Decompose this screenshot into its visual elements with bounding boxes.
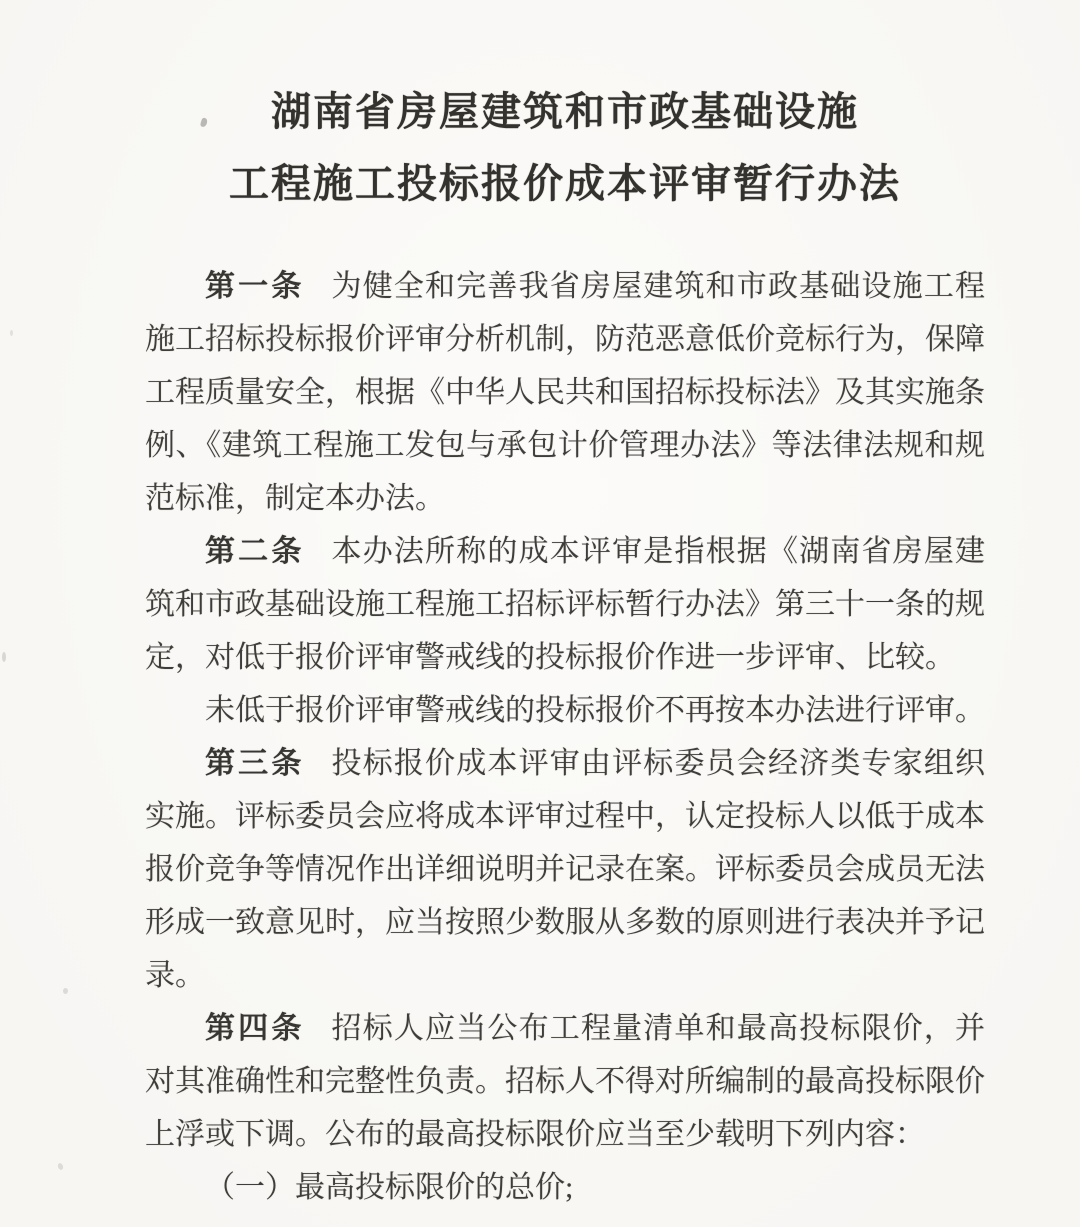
paragraph-article-3 [145,737,985,1002]
document-title [145,76,985,220]
paragraph-article-2 [145,525,985,684]
article-2b-text: 未低于报价评审警戒线的投标报价不再按本办法进行评审。 [205,694,985,727]
article-2-label: 第二条 [205,535,305,568]
paragraph-article-4 [145,1002,985,1161]
paragraph-list-item-1 [145,1161,985,1214]
scan-artifact [2,652,6,662]
document-body [145,260,985,1214]
article-4-text: 招标人应当公布工程量清单和最高投标限价，并对其准确性和完整性负责。招标人不得对所编制的最高投标限价上浮或下调。公布的最高投标限价应当至少载明下列内容： [145,1012,986,1151]
article-2-text: 本办法所称的成本评审是指根据《湖南省房屋建筑和市政基础设施工程施工招标评标暂行办法》第三十一条的规定，对低于报价评审警戒线的投标报价作进一步评审、比较。 [145,535,986,674]
list-item-1-text: （一）最高投标限价的总价; [205,1171,574,1204]
paragraph-article-2-continuation [145,684,985,737]
paragraph-article-1 [145,260,985,525]
article-4-label: 第四条 [205,1012,305,1045]
article-3-text: 投标报价成本评审由评标委员会经济类专家组织实施。评标委员会应将成本评审过程中，认定投标人以低于成本报价竞争等情况作出详细说明并记录在案。评标委员会成员无法形成一致意见时，应当按照少数服从多数的原则进行表决并予记录。 [145,747,986,992]
article-3-label: 第三条 [205,747,305,780]
article-1-label: 第一条 [205,270,305,303]
scan-artifact [63,988,68,994]
scan-artifact [57,1162,64,1170]
article-1-text: 为健全和完善我省房屋建筑和市政基础设施工程施工招标投标报价评审分析机制，防范恶意低价竞标行为，保障工程质量安全，根据《中华人民共和国招标投标法》及其实施条例、《建筑工程施工发包与承包计价管理办法》等法律法规和规范标准，制定本办法。 [145,270,986,515]
scan-artifact [10,330,13,336]
document-title-line-1: 湖南省房屋建筑和市政基础设施 [271,89,859,134]
document-title-line-2: 工程施工投标报价成本评审暂行办法 [229,161,901,206]
